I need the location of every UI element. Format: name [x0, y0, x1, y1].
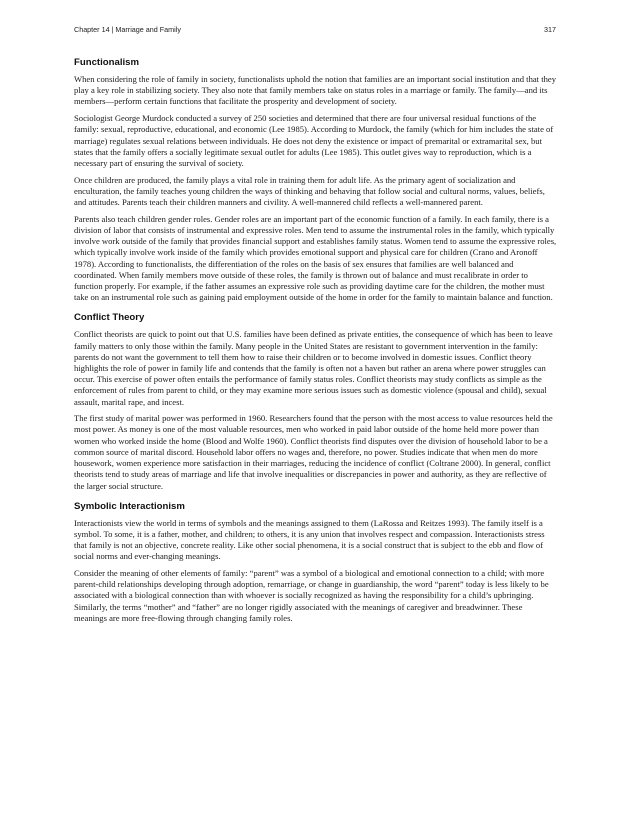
paragraph: The first study of marital power was performed in 1960. Researchers found that the person with the most access to value resources held the most power. As money is one of the most valuable resources, men who worked in paid labor outside of the home held more power than women who worked inside the home (Blood and Wolfe 1960). Conflict theorists find disputes over the division of household labor to be a common source of marital discord. Household labor offers no wages and, therefore, no power. Studies indicate that when men do more housework, women experience more satisfaction in their marriages, reducing the incidence of conflict (Coltrane 2000). In general, conflict theorists tend to study areas of marriage and life that involve inequalities or discrepancies in power and authority, as they are reflective of the larger social structure. — [74, 413, 553, 491]
paragraph: Parents also teach children gender roles. Gender roles are an important part of the economic function of a family. In each family, there is a division of labor that consists of instrumental and expressive roles. Men tend to assume the instrumental roles in the family, which typically involve work outside of the family that provides financial support and establishes family status. Women tend to assume the expressive roles, which typically involve work inside of the family which provides emotional support and physical care for children (Crano and Aronoff 1978). According to functionalists, the differentiation of the roles on the basis of sex ensures that families are well balanced and coordinated. When family members move outside of these roles, the family is thrown out of balance and must recalibrate in order to function properly. For example, if the father assumes an expressive role such as providing daytime care for the children, the mother must take on an instrumental role such as gaining paid employment outside of the home in order for the family to maintain balance and function. — [74, 213, 557, 303]
paragraph: When considering the role of family in society, functionalists uphold the notion that families are an important social institution and that they play a key role in stabilizing society. They also note that family members take on status roles in a marriage or family. The family—and its members—perform certain functions that facilitate the prosperity and development of society. — [74, 74, 557, 107]
section-heading: Symbolic Interactionism — [74, 500, 185, 512]
paragraph: Once children are produced, the family plays a vital role in training them for adult life. As the primary agent of socialization and enculturation, the family teaches young children the ways of thinking and behaving that follow social and cultural norms, values, beliefs, and attitudes. Parents teach their children manners and civility. A well-mannered child reflects a well-mannered parent. — [74, 174, 545, 208]
section-heading: Functionalism — [74, 57, 140, 68]
paragraph: Conflict theorists are quick to point out that U.S. families have been defined as private entities, the consequence of which has been to leave family matters to only those within the family. Many people in the United States are resistant to government intervention in the family: parents do not want the government to tell them how to raise their children or to become involved in domestic issues. Conflict theory highlights the role of power in family life and contends that the family is often not a haven but rather an arena where power struggles can occur. This exercise of power often entails the performance of family status roles. Conflict theorists may study conflicts as simple as the enforcement of rules from parent to child, or they may examine more serious issues such as domestic violence (spousal and child), sexual assault, marital rape, and incest. — [74, 329, 553, 407]
section-heading: Conflict Theory — [74, 312, 145, 324]
paragraph: Sociologist George Murdock conducted a survey of 250 societies and determined that there are four universal residual functions of the family: sexual, reproductive, educational, and economic (Lee 1985). According to Murdock, the family (which for him includes the state of marriage) regulates sexual relations between individuals. He does not deny the existence or impact of premarital or extramarital sex, but states that the family offers a socially legitimate sexual outlet for adults (Lee 1985). This outlet gives way to reproduction, which is a necessary part of ensuring the survival of society. — [74, 113, 554, 168]
chapter-title: Chapter 14 | Marriage and Family — [74, 25, 181, 34]
section-symbolic-interactionism — [74, 501, 557, 624]
section-functionalism — [74, 57, 557, 303]
paragraph: Consider the meaning of other elements of family: “parent” was a symbol of a biological and emotional connection to a child; with more parent-child relationships developing through adoption, remarriage, or change in guardianship, the word “parent” today is less likely to be associated with a biological connection than with whoever is socially recognized as having the responsibility for a child’s upbringing. Similarly, the terms “mother” and “father” are no longer rigidly associated with the meanings of caregiver and breadwinner. These meanings are more free-flowing through changing family roles. — [74, 568, 549, 623]
page-content — [74, 57, 557, 630]
section-conflict-theory — [74, 312, 557, 491]
paragraph: Interactionists view the world in terms of symbols and the meanings assigned to them (LaRossa and Reitzes 1993). The family itself is a symbol. To some, it is a father, mother, and children; to others, it is any union that involves respect and compassion. Interactionists stress that family is not an objective, concrete reality. Like other social phenomena, it is a social construct that is subject to the ebb and flow of social norms and ever-changing meanings. — [74, 517, 545, 562]
running-header — [74, 25, 556, 37]
page-number: 317 — [544, 25, 556, 34]
